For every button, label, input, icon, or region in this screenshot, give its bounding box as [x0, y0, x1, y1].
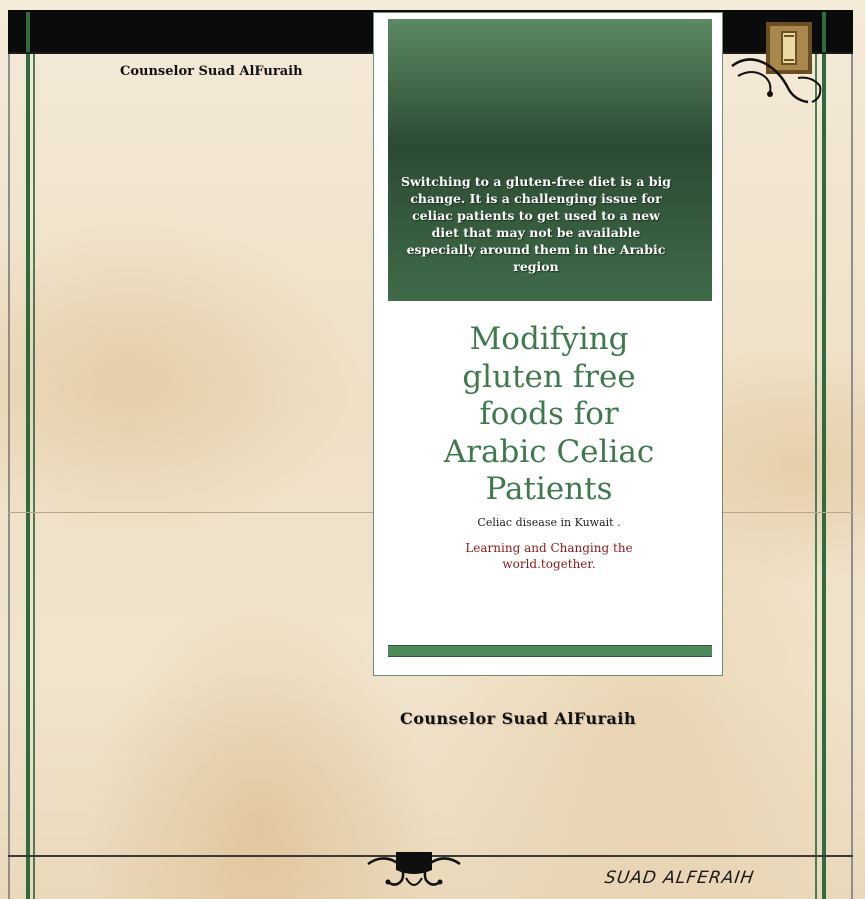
cover-tagline — [434, 540, 664, 572]
title-line: foods for — [479, 396, 619, 432]
right-green-frame-inner — [815, 52, 817, 899]
tagline-line: world.together. — [502, 557, 596, 571]
right-border — [851, 52, 853, 899]
left-border — [8, 52, 10, 899]
left-author-name: Counselor Suad AlFuraih — [120, 64, 303, 79]
left-green-frame-inner — [33, 52, 35, 899]
flourish-ornament-icon — [366, 848, 462, 894]
title-line: Patients — [485, 471, 613, 507]
panel-footer-bar — [388, 645, 712, 657]
cover-panel — [373, 12, 723, 676]
title-line: gluten free — [462, 358, 636, 395]
cover-title — [384, 321, 714, 509]
title-line: Arabic Celiac — [443, 433, 655, 470]
right-green-frame — [822, 12, 826, 899]
bottom-author-name: Counselor Suad AlFuraih — [400, 709, 637, 728]
left-green-frame — [26, 12, 30, 899]
title-line: Modifying — [469, 321, 629, 357]
cover-subtitle: Celiac disease in Kuwait . — [477, 516, 621, 529]
intro-text: Switching to a gluten-free diet is a big change. It is a challenging issue for celiac patients to get used to a new diet that may not be available especially around them in the Arabic region — [400, 174, 672, 274]
scroll-ornament-icon — [728, 18, 826, 110]
signature: SUAD ALFERAIH — [603, 868, 756, 888]
tagline-line: Learning and Changing the — [465, 541, 633, 555]
